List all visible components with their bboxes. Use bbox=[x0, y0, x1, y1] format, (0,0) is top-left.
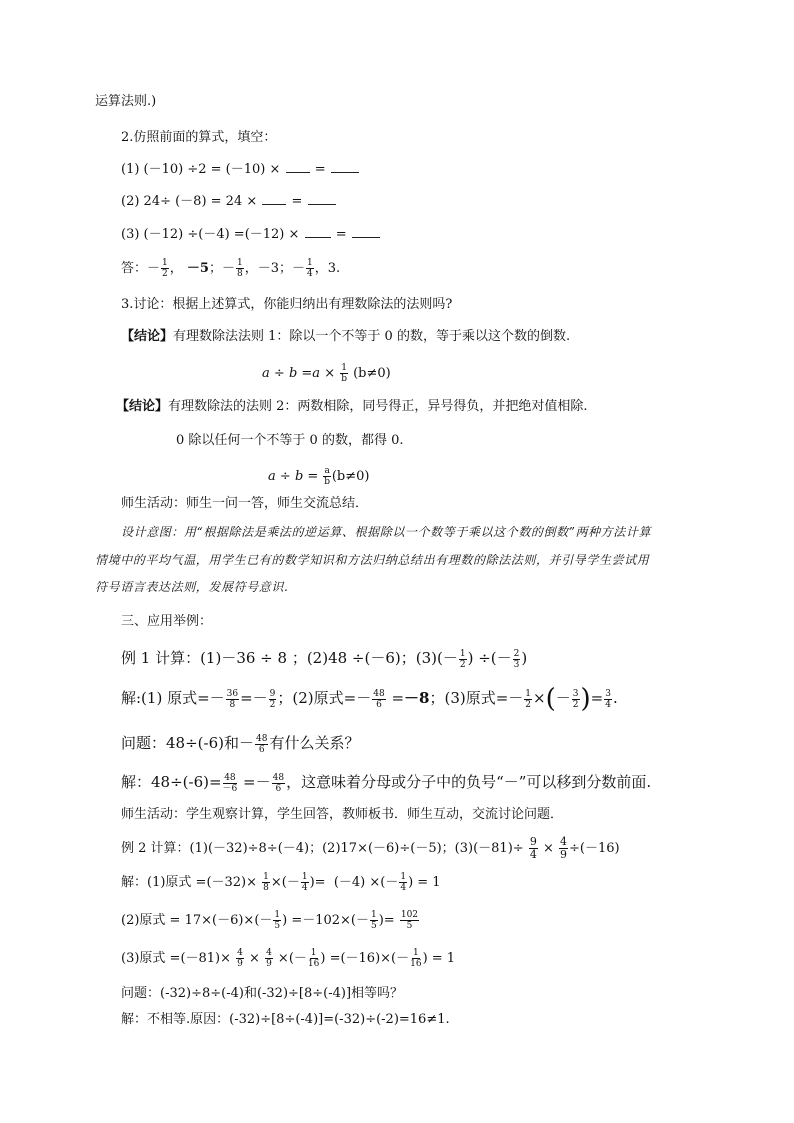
conclusion-1: 【结论】有理数除法法则 1：除以一个不等于 0 的数，等于乘以这个数的倒数. bbox=[121, 329, 571, 344]
text-line: 解：不相等.原因：(-32)÷[8÷(-4)]=(-32)÷(-2)=16≠1. bbox=[121, 1012, 450, 1027]
example-1-solution: 解:(1) 原式=－ $\frac{36}{8}$ =－ $\frac{9}{2}$ ；(2)原式=－ $\frac{48}{6}$ =－8；(3)原式=－ $\frac{1}{2}$ ×(－ $\frac{3}{2}$ )= $\frac{3}{4}$ . bbox=[121, 684, 618, 714]
fill-question-1: (1) (－10) ÷2 = (－10) × = bbox=[121, 161, 360, 179]
text-line: 师生活动：学生观察计算，学生回答，教师板书．师生互动，交流讨论问题． bbox=[121, 807, 564, 822]
fill-question-3: (3) (－12) ÷(－4) =(－12) × = bbox=[121, 226, 381, 244]
fill-question-2: (2) 24÷ (－8) = 24 × = bbox=[121, 193, 337, 211]
example-1: 例 1 计算：(1)－36 ÷ 8 ；(2)48 ÷(－6)；(3)(－ $\frac{1}{2}$ ) ÷(－ $\frac{2}{3}$ ) bbox=[121, 648, 528, 670]
example-2: 例 2 计算：(1)(－32)÷8÷(－4)；(2)17×(－6)÷(－5)；(3)(－81)÷ $\frac{9}{4}$ × $\frac{4}{9}$ ÷(－16) bbox=[121, 835, 620, 861]
design-intent: 符号语言表达法则，发展符号意识. bbox=[95, 580, 289, 594]
text-line: 0 除以任何一个不等于 0 的数，都得 0. bbox=[176, 433, 404, 448]
design-intent: 设计意图：用“根据除法是乘法的逆运算、根据除以一个数等于乘以这个数的倒数”两种方法计算 bbox=[121, 525, 652, 539]
formula-2: a ÷ b = $\frac{a}{b}$ (b≠0) bbox=[268, 466, 370, 487]
question-relation: 问题：48÷(-6)和－ $\frac{48}{6}$ 有什么关系？ bbox=[121, 733, 360, 755]
explanation-line: 解：48÷(-6)= $\frac{48}{-6}$ =－ $\frac{48}{6}$ ，这意味着分母或分子中的负号“－”可以移到分数前面. bbox=[121, 772, 652, 794]
example-2-solution-3: (3)原式 =(－81)× $\frac{4}{9}$ × $\frac{4}{9}$ ×(－ $\frac{1}{16}$ ) =(－16)×(－ $\frac{1}{16}$ ) = 1 bbox=[121, 948, 456, 969]
section-heading: 三、应用举例： bbox=[121, 614, 213, 629]
formula-1: a ÷ b =a × $\frac{1}{b}$ (b≠0) bbox=[262, 363, 391, 384]
design-intent: 情境中的平均气温，用学生已有的数学知识和方法归纳总结出有理数的除法法则，并引导学生尝试用 bbox=[95, 553, 650, 567]
text-line: 师生活动：师生一问一答，师生交流总结． bbox=[121, 496, 369, 511]
example-2-solution-2: (2)原式 = 17×(－6)×(－ $\frac{1}{5}$ ) =－102×(－ $\frac{1}{5}$ )= $\frac{102}{5}$ bbox=[121, 910, 419, 931]
example-2-solution-1: 解：(1)原式 =(－32)× $\frac{1}{8}$ ×(－ $\frac{1}{4}$ )= (－4) ×(－ $\frac{1}{4}$ ) = 1 bbox=[121, 872, 441, 893]
text-line: 问题：(-32)÷8÷(-4)和(-32)÷[8÷(-4)]相等吗？ bbox=[121, 986, 404, 1001]
conclusion-2: 【结论】有理数除法的法则 2：两数相除，同号得正，异号得负，并把绝对值相除. bbox=[116, 399, 588, 414]
text-line: 运算法则.) bbox=[95, 94, 157, 109]
answer-line: 答：－ $\frac{1}{2}$ ， －5；－ $\frac{1}{8}$ ，－3；－ $\frac{1}{4}$ ，3. bbox=[121, 258, 341, 279]
text-line: 2.仿照前面的算式，填空： bbox=[121, 130, 277, 145]
text-line: 3.讨论：根据上述算式，你能归纳出有理数除法的法则吗? bbox=[121, 297, 453, 312]
